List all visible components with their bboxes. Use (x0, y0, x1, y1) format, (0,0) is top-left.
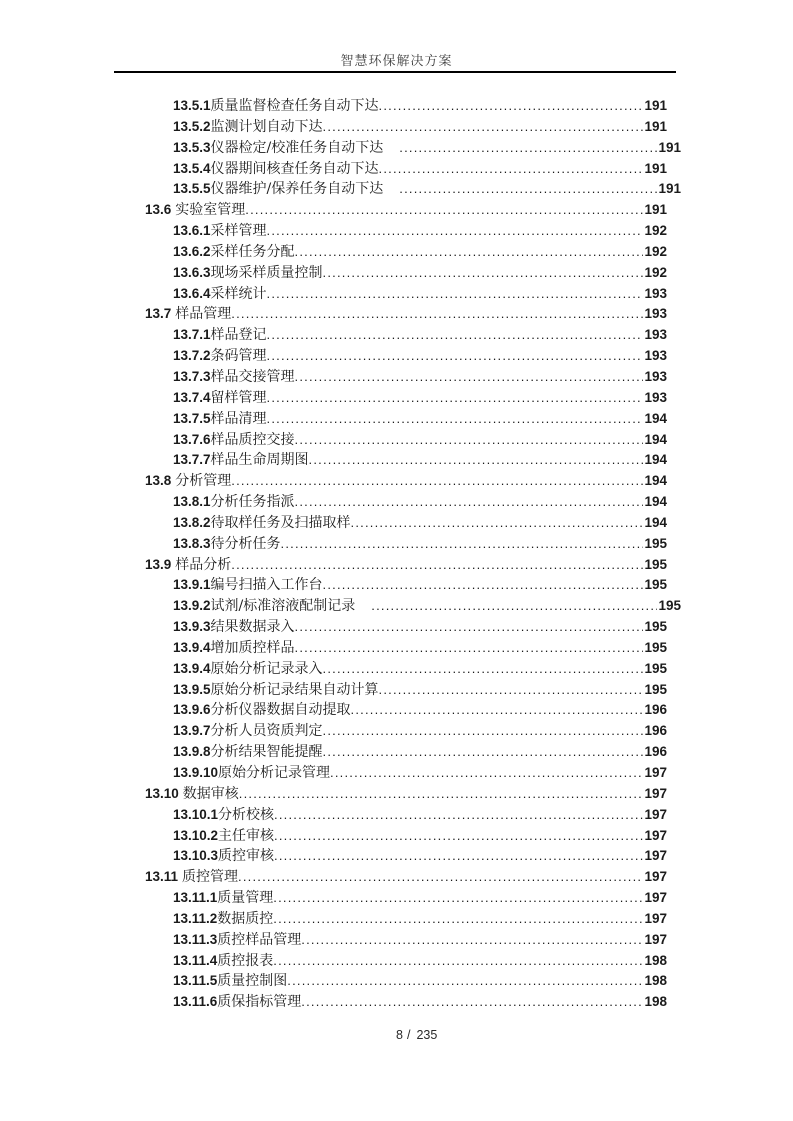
toc-entry-number: 13.10.3 (173, 848, 219, 864)
dot-leader (267, 221, 644, 242)
toc-entry[interactable] (120, 575, 667, 596)
toc-entry-page-number: 197 (644, 848, 667, 864)
toc-entry-page-number: 191 (658, 181, 681, 197)
toc-entry-number: 13.10.1 (173, 806, 219, 822)
toc-entry-page-number: 191 (644, 202, 667, 218)
toc-entry-page-number: 194 (644, 410, 667, 426)
table-of-contents (120, 96, 681, 1013)
page-header-title: 智慧环保解决方案 (340, 54, 453, 69)
toc-entry-title: 采样任务分配 (210, 243, 295, 260)
toc-entry-title: 待取样任务及扫描取样 (210, 514, 351, 531)
dot-leader (245, 200, 643, 221)
toc-entry-title: 样品分析 (175, 556, 232, 573)
toc-entry[interactable] (120, 471, 667, 492)
toc-entry-number: 13.6.2 (173, 243, 211, 259)
toc-entry[interactable] (120, 867, 667, 888)
page-footer (396, 1028, 437, 1042)
footer-page-total: 235 (416, 1028, 438, 1042)
toc-entry-title: 分析校核 (218, 806, 275, 823)
toc-entry-number: 13.9.4 (173, 639, 211, 655)
dot-leader (274, 826, 643, 847)
toc-entry-title: 质控审核 (218, 848, 275, 865)
toc-entry-number: 13.8.1 (173, 494, 211, 510)
toc-entry-page-number: 197 (644, 931, 667, 947)
toc-entry-page-number: 195 (644, 535, 667, 551)
toc-entry-page-number: 191 (644, 118, 667, 134)
toc-entry-title: 分析仪器数据自动提取 (210, 702, 351, 719)
dot-leader (274, 846, 643, 867)
dot-leader (295, 242, 644, 263)
dot-leader (330, 763, 643, 784)
toc-entry-page-number: 198 (644, 994, 667, 1010)
dot-leader (267, 346, 644, 367)
dot-leader (295, 638, 644, 659)
dot-leader (399, 179, 657, 200)
toc-entry[interactable] (120, 784, 667, 805)
toc-entry[interactable] (120, 325, 667, 346)
toc-entry[interactable] (120, 680, 667, 701)
toc-entry-page-number: 197 (644, 869, 667, 885)
toc-entry-page-number: 195 (658, 598, 681, 614)
toc-entry[interactable] (120, 346, 667, 367)
toc-entry[interactable] (120, 742, 667, 763)
dot-leader (267, 284, 644, 305)
toc-entry[interactable] (120, 242, 667, 263)
toc-entry-number: 13.11.5 (173, 973, 218, 989)
toc-entry-number: 13.8.2 (173, 514, 211, 530)
toc-entry[interactable] (120, 992, 667, 1013)
toc-entry-title: 样品生命周期图 (210, 452, 309, 469)
dot-leader (301, 992, 643, 1013)
toc-entry-title: 待分析任务 (210, 535, 281, 552)
toc-entry-page-number: 196 (644, 702, 667, 718)
toc-entry-page-number: 192 (644, 243, 667, 259)
toc-entry-number: 13.7.1 (173, 327, 211, 343)
toc-entry[interactable] (120, 284, 667, 305)
toc-entry-title: 样品交接管理 (210, 368, 295, 385)
toc-entry[interactable] (120, 888, 667, 909)
toc-entry-number: 13.5.4 (173, 160, 211, 176)
toc-entry-page-number: 198 (644, 952, 667, 968)
toc-entry[interactable] (120, 846, 667, 867)
toc-entry[interactable] (120, 930, 667, 951)
dot-leader (323, 659, 644, 680)
toc-entry[interactable] (120, 971, 667, 992)
toc-entry-number: 13.6.1 (173, 223, 211, 239)
dot-leader (323, 575, 644, 596)
toc-entry-title: 质保指标管理 (217, 994, 302, 1011)
toc-entry-page-number: 197 (644, 827, 667, 843)
header-rule (114, 71, 676, 73)
dot-leader (287, 971, 643, 992)
dot-leader (323, 721, 644, 742)
toc-entry-number: 13.7.7 (173, 452, 211, 468)
toc-entry-title: 分析人员资质判定 (210, 723, 323, 740)
dot-leader (323, 117, 644, 138)
dot-leader (273, 951, 643, 972)
toc-entry-page-number: 191 (644, 160, 667, 176)
toc-entry-number: 13.10.2 (173, 827, 219, 843)
toc-entry-number: 13.9.7 (173, 723, 211, 739)
toc-entry-page-number: 193 (644, 389, 667, 405)
toc-entry-title: 编号扫描入工作台 (210, 577, 323, 594)
toc-entry[interactable] (120, 805, 667, 826)
toc-entry-number: 13.5.3 (173, 139, 211, 155)
dot-leader (399, 138, 657, 159)
toc-entry-number: 13.11.4 (173, 952, 218, 968)
dot-leader (323, 263, 644, 284)
toc-entry[interactable] (120, 700, 667, 721)
toc-entry[interactable] (120, 492, 667, 513)
toc-entry-title: 仪器维护/保养任务自动下达 (210, 181, 384, 198)
dot-leader (351, 700, 644, 721)
toc-entry-title: 样品质控交接 (210, 431, 295, 448)
toc-entry-title: 质控管理 (182, 869, 239, 886)
toc-entry-number: 13.9.1 (173, 577, 211, 593)
toc-entry[interactable] (120, 179, 681, 200)
toc-entry-title: 原始分析记录结果自动计算 (210, 681, 379, 698)
toc-entry-number: 13.8.3 (173, 535, 211, 551)
toc-entry-page-number: 195 (644, 577, 667, 593)
toc-entry-number: 13.6.4 (173, 285, 211, 301)
toc-entry-page-number: 194 (644, 431, 667, 447)
toc-entry-title: 增加质控样品 (210, 639, 295, 656)
toc-entry[interactable] (120, 200, 667, 221)
toc-entry-page-number: 193 (644, 348, 667, 364)
dot-leader (281, 534, 644, 555)
toc-entry-title: 试剂/标准溶液配制记录 (210, 598, 356, 615)
toc-entry-page-number: 197 (644, 890, 667, 906)
toc-entry-page-number: 196 (644, 744, 667, 760)
toc-entry-page-number: 194 (644, 473, 667, 489)
toc-entry-page-number: 191 (658, 139, 681, 155)
toc-entry-number: 13.11.2 (173, 910, 218, 926)
footer-page-current: 8 (396, 1028, 403, 1042)
toc-entry[interactable] (120, 721, 667, 742)
toc-entry-page-number: 193 (644, 368, 667, 384)
toc-entry-page-number: 191 (644, 98, 667, 113)
toc-entry-title: 数据质控 (217, 910, 274, 927)
toc-entry-number: 13.9.6 (173, 702, 211, 718)
dot-leader (273, 909, 643, 930)
footer-separator: / (406, 1028, 411, 1042)
toc-entry[interactable] (120, 951, 667, 972)
toc-entry[interactable] (120, 221, 667, 242)
toc-entry-title: 条码管理 (210, 348, 267, 365)
dot-leader (231, 304, 643, 325)
toc-entry[interactable] (120, 534, 667, 555)
toc-entry-title: 仪器检定/校准任务自动下达 (210, 139, 384, 156)
toc-entry-page-number: 195 (644, 681, 667, 697)
dot-leader (379, 159, 644, 180)
toc-entry-title: 监测计划自动下达 (210, 118, 323, 135)
toc-entry-number: 13.6.3 (173, 264, 211, 280)
toc-entry-title: 分析管理 (175, 473, 232, 490)
toc-entry-number: 13.7.2 (173, 348, 211, 364)
toc-entry-number: 13.11.6 (173, 994, 218, 1010)
toc-entry-page-number: 192 (644, 223, 667, 239)
toc-entry[interactable] (120, 450, 667, 471)
dot-leader (371, 596, 657, 617)
dot-leader (267, 388, 644, 409)
toc-entry-title: 质控样品管理 (217, 931, 302, 948)
toc-entry-title: 质控报表 (217, 952, 274, 969)
toc-entry-title: 主任审核 (218, 827, 275, 844)
dot-leader (295, 430, 644, 451)
dot-leader (231, 471, 643, 492)
toc-entry-page-number: 196 (644, 723, 667, 739)
toc-entry-title: 采样统计 (210, 285, 267, 302)
toc-entry-page-number: 192 (644, 264, 667, 280)
toc-entry[interactable] (120, 388, 667, 409)
toc-entry[interactable] (120, 659, 667, 680)
dot-leader (295, 492, 644, 513)
toc-entry-number: 13.9.10 (173, 765, 219, 780)
toc-entry-page-number: 195 (644, 660, 667, 676)
toc-entry[interactable] (120, 409, 667, 430)
toc-entry-number: 13.7.6 (173, 431, 211, 447)
toc-entry-page-number: 194 (644, 494, 667, 510)
dot-leader (295, 617, 644, 638)
toc-entry-number: 13.9.5 (173, 681, 211, 697)
toc-entry-page-number: 198 (644, 973, 667, 989)
dot-leader (238, 867, 643, 888)
toc-entry-number: 13.5.1 (173, 98, 211, 113)
toc-entry-page-number: 197 (644, 765, 667, 780)
toc-entry[interactable] (120, 763, 667, 784)
toc-entry-page-number: 194 (644, 514, 667, 530)
toc-entry-number: 13.7.3 (173, 368, 211, 384)
toc-entry-page-number: 197 (644, 785, 667, 801)
toc-entry-title: 留样管理 (210, 389, 267, 406)
toc-entry-number: 13.10 (145, 785, 179, 801)
dot-leader (379, 96, 644, 117)
toc-entry-number: 13.11.3 (173, 931, 218, 947)
toc-entry-title: 样品清理 (210, 410, 267, 427)
toc-entry-page-number: 193 (644, 306, 667, 322)
toc-entry-number: 13.9.8 (173, 744, 211, 760)
toc-entry-title: 分析任务指派 (210, 494, 295, 511)
toc-entry-number: 13.11.1 (173, 890, 218, 906)
toc-entry[interactable] (120, 826, 667, 847)
toc-entry-page-number: 195 (644, 619, 667, 635)
toc-entry-title: 质量管理 (217, 890, 274, 907)
toc-entry-title: 原始分析记录管理 (218, 765, 331, 781)
toc-entry-title: 样品登记 (210, 327, 267, 344)
toc-entry-number: 13.5.2 (173, 118, 211, 134)
toc-entry-number: 13.9.3 (173, 619, 211, 635)
toc-entry-title: 数据审核 (182, 785, 239, 802)
toc-entry-number: 13.9.4 (173, 660, 211, 676)
toc-entry-number: 13.7.5 (173, 410, 211, 426)
dot-leader (295, 367, 644, 388)
dot-leader (273, 888, 643, 909)
dot-leader (267, 409, 644, 430)
toc-entry-page-number: 197 (644, 806, 667, 822)
toc-entry[interactable] (120, 159, 667, 180)
toc-entry[interactable] (120, 513, 667, 534)
toc-entry[interactable] (120, 596, 681, 617)
toc-entry-number: 13.11 (145, 869, 179, 885)
toc-entry-number: 13.7 (145, 306, 172, 322)
toc-entry-page-number: 193 (644, 327, 667, 343)
toc-entry-page-number: 195 (644, 556, 667, 572)
dot-leader (231, 555, 643, 576)
toc-entry-page-number: 193 (644, 285, 667, 301)
toc-entry-title: 实验室管理 (175, 202, 246, 219)
toc-entry-page-number: 195 (644, 639, 667, 655)
toc-entry[interactable] (120, 96, 667, 117)
toc-entry-title: 质量控制图 (217, 973, 288, 990)
toc-entry[interactable] (120, 367, 667, 388)
dot-leader (267, 325, 644, 346)
toc-entry[interactable] (120, 638, 667, 659)
toc-entry-number: 13.7.4 (173, 389, 211, 405)
toc-entry-title: 仪器期间核查任务自动下达 (210, 160, 379, 177)
toc-entry-title: 质量监督检查任务自动下达 (210, 98, 379, 114)
toc-entry-number: 13.5.5 (173, 181, 211, 197)
toc-entry[interactable] (120, 909, 667, 930)
dot-leader (323, 742, 644, 763)
toc-entry-title: 原始分析记录录入 (210, 660, 323, 677)
dot-leader (274, 805, 643, 826)
toc-entry[interactable] (120, 117, 667, 138)
dot-leader (379, 680, 644, 701)
toc-entry[interactable] (120, 138, 681, 159)
toc-entry-title: 现场采样质量控制 (210, 264, 323, 281)
dot-leader (309, 450, 644, 471)
toc-entry-page-number: 197 (644, 910, 667, 926)
toc-entry[interactable] (120, 304, 667, 325)
toc-entry[interactable] (120, 263, 667, 284)
toc-entry-number: 13.8 (145, 473, 172, 489)
dot-leader (301, 930, 643, 951)
toc-entry[interactable] (120, 617, 667, 638)
toc-entry-number: 13.9.2 (173, 598, 211, 614)
toc-entry-title: 分析结果智能提醒 (210, 744, 323, 761)
toc-entry-title: 样品管理 (175, 306, 232, 323)
toc-entry-number: 13.9 (145, 556, 172, 572)
toc-entry-title: 采样管理 (210, 223, 267, 240)
dot-leader (351, 513, 644, 534)
toc-entry-number: 13.6 (145, 202, 172, 218)
toc-entry[interactable] (120, 430, 667, 451)
toc-entry[interactable] (120, 555, 667, 576)
toc-entry-title: 结果数据录入 (210, 619, 295, 636)
dot-leader (239, 784, 644, 805)
toc-entry-page-number: 194 (644, 452, 667, 468)
